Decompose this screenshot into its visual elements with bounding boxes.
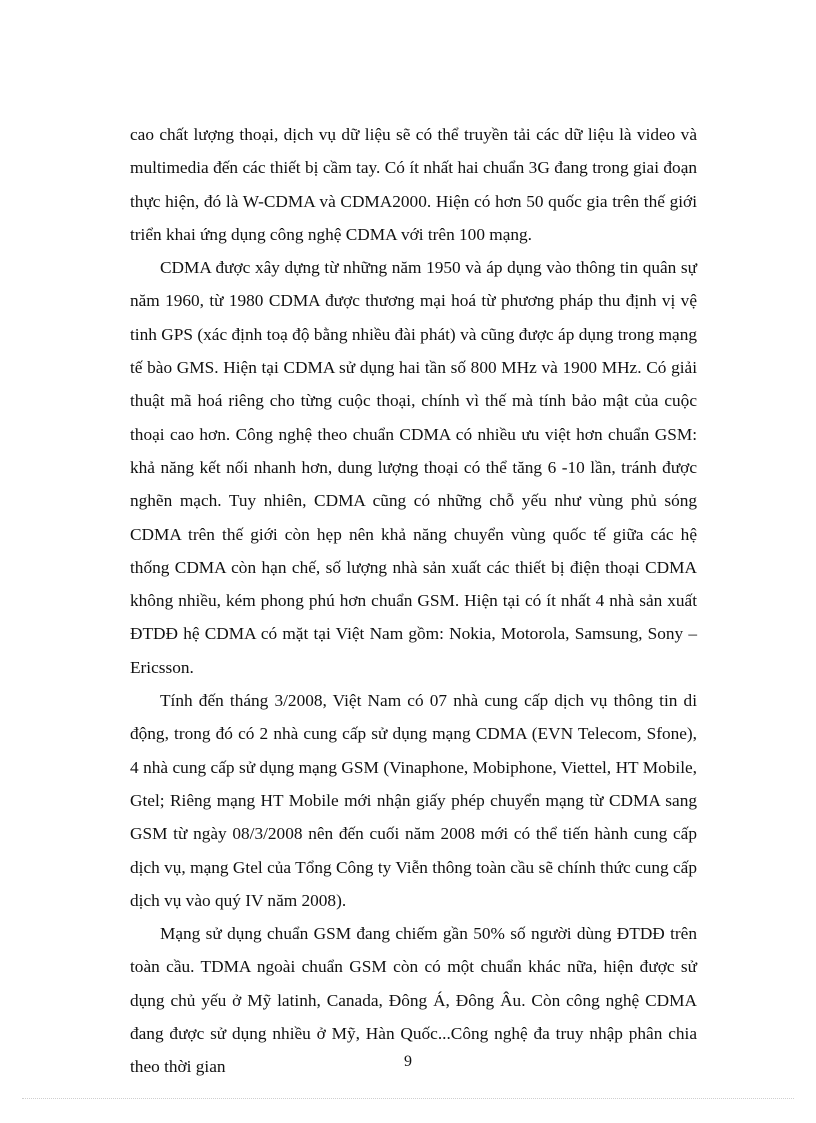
page-number: 9	[404, 1053, 412, 1070]
page-bottom-divider	[22, 1098, 794, 1099]
paragraph-cdma-history: CDMA được xây dựng từ những năm 1950 và áp dụng vào thông tin quân sự năm 1960, từ 1980 CDMA được thương mại hoá từ phương pháp thu định vị vệ tinh GPS (xác định toạ độ bằng nhiều đài phát) và cũng được áp dụng trong mạng tế bào GMS. Hiện tại CDMA sử dụng hai tần số 800 MHz và 1900 MHz. Có giải thuật mã hoá riêng cho từng cuộc thoại, chính vì thế mà tính bảo mật của cuộc thoại cao hơn. Công nghệ theo chuẩn CDMA có nhiều ưu việt hơn chuẩn GSM: khả năng kết nối nhanh hơn, dung lượng thoại có thể tăng 6 -10 lần, tránh được nghẽn mạch. Tuy nhiên, CDMA cũng có những chỗ yếu như vùng phủ sóng CDMA trên thế giới còn hẹp nên khả năng chuyển vùng quốc tế giữa các hệ thống CDMA còn hạn chế, số lượng nhà sản xuất các thiết bị điện thoại CDMA không nhiều, kém phong phú hơn chuẩn GSM. Hiện tại có ít nhất 4 nhà sản xuất ĐTDĐ hệ CDMA có mặt tại Việt Nam gồm: Nokia, Motorola, Samsung, Sony – Ericsson.	[130, 258, 697, 677]
body-text	[130, 118, 697, 1084]
paragraph-gsm-share: Mạng sử dụng chuẩn GSM đang chiếm gần 50% số người dùng ĐTDĐ trên toàn cầu. TDMA ngoài chuẩn GSM còn có một chuẩn khác nữa, hiện được sử dụng chủ yếu ở Mỹ latinh, Canada, Đông Á, Đông Âu. Còn công nghệ CDMA đang được sử dụng nhiều ở Mỹ, Hàn Quốc...Công nghệ đa truy nhập phân chia theo thời gian	[130, 924, 697, 1077]
paragraph-3g-standards: cao chất lượng thoại, dịch vụ dữ liệu sẽ có thể truyền tải các dữ liệu là video và multimedia đến các thiết bị cầm tay. Có ít nhất hai chuẩn 3G đang trong giai đoạn thực hiện, đó là W-CDMA và CDMA2000. Hiện có hơn 50 quốc gia trên thế giới triển khai ứng dụng công nghệ CDMA với trên 100 mạng.	[130, 125, 697, 244]
paragraph-vietnam-providers: Tính đến tháng 3/2008, Việt Nam có 07 nhà cung cấp dịch vụ thông tin di động, trong đó có 2 nhà cung cấp sử dụng mạng CDMA (EVN Telecom, Sfone), 4 nhà cung cấp sử dụng mạng GSM (Vinaphone, Mobiphone, Viettel, HT Mobile, Gtel; Riêng mạng HT Mobile mới nhận giấy phép chuyển mạng từ CDMA sang GSM từ ngày 08/3/2008 nên đến cuối năm 2008 mới có thể tiến hành cung cấp dịch vụ, mạng Gtel của Tổng Công ty Viễn thông toàn cầu sẽ chính thức cung cấp dịch vụ vào quý IV năm 2008).	[130, 691, 697, 910]
